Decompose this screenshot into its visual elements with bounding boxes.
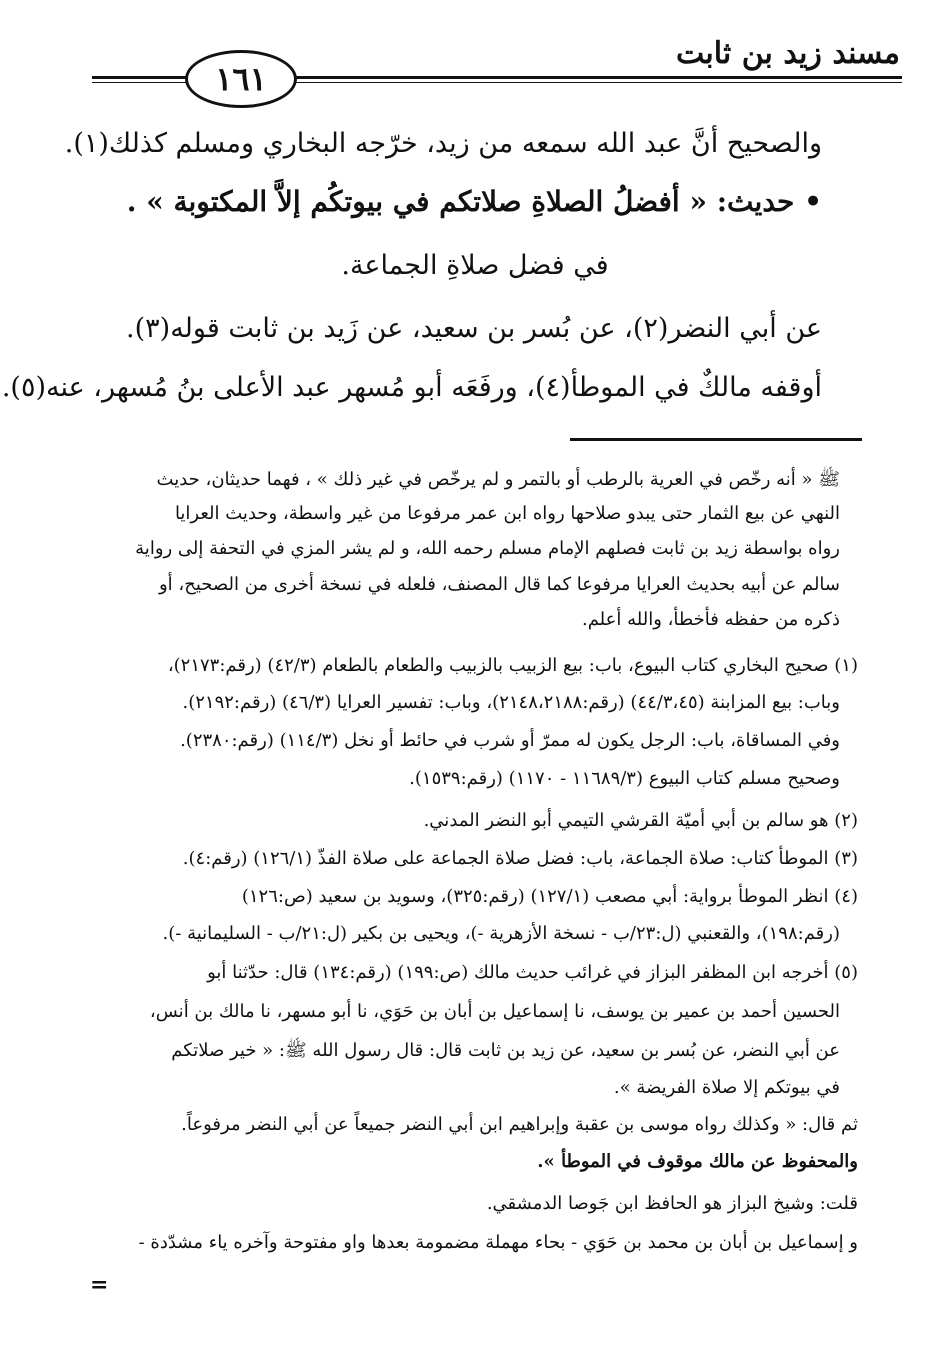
- footnote-ismail: و إسماعيل بن أبان بن محمد بن حَوَي - بحاء مهملة مضمومة بعدها واو مفتوحة وآخره ياء مشدّدة -: [138, 1232, 858, 1253]
- continuation-mark: =: [90, 1272, 109, 1298]
- chapter-heading: في فضل صلاةِ الجماعة.: [341, 250, 609, 281]
- bullet-icon: •: [804, 185, 822, 218]
- footnote-2: (٢) هو سالم بن أبي أميّة القرشي التيمي أبو النضر المدني.: [423, 810, 858, 831]
- footnote-carry-line: ﷺ « أنه رخّص في العرية بالرطب أو بالتمر و لم يرخّص في غير ذلك » ، فهما حديثان، حديث: [156, 469, 840, 490]
- footnote-5-line: في بيوتكم إلا صلاة الفريضة ».: [613, 1077, 840, 1098]
- footnote-3: (٣) الموطأ كتاب: صلاة الجماعة، باب: فضل صلاة الجماعة على صلاة الفذّ (١٢٦/١) (رقم:٤).: [182, 848, 858, 869]
- footnote-carry-line: رواه بواسطة زيد بن ثابت فصلهم الإمام مسلم رحمه الله، و لم يشر المزي في التحفة إلى رواية: [135, 538, 840, 559]
- footnote-1-line: وفي المساقاة، باب: الرجل يكون له ممرّ أو شرب في حائط أو نخل (١١٤/٣) (رقم:٢٣٨٠).: [180, 730, 840, 751]
- footnote-carry-line: النهي عن بيع الثمار حتى يبدو صلاحها رواه ابن عمر مرفوعا من غير واسطة، وحديث العرايا: [174, 503, 840, 524]
- hadith-line: [122, 185, 822, 218]
- footnote-1-line: وصحيح مسلم كتاب البيوع (١١٦٨٩/٣ - ١١٧٠) (رقم:١٥٣٩).: [409, 768, 840, 789]
- footnote-5-line: (٥) أخرجه ابن المظفر البزاز في غرائب حديث مالك (ص:١٩٩) (رقم:١٣٤) قال: حدّثنا أبو: [207, 962, 858, 983]
- main-line-4: عن أبي النضر(٢)، عن بُسر بن سعيد، عن زَيد بن ثابت قوله(٣).: [126, 313, 822, 344]
- footnote-qultu: قلت: وشيخ البزاز هو الحافظ ابن جَوصا الدمشقي.: [486, 1193, 858, 1214]
- footnote-then-said: والمحفوظ عن مالك موقوف في الموطأ ».: [537, 1151, 858, 1172]
- footnote-1-line: وباب: بيع المزابنة (٤٤/٣،٤٥) (رقم:٢١٤٨،٢١٨٨)، وباب: تفسير العرايا (٤٦/٣) (رقم:٢١٩٢).: [182, 692, 840, 713]
- footnote-carry-line: ذكره من حفظه فأخطأ، والله أعلم.: [581, 609, 840, 630]
- footnote-then-said: ثم قال: « وكذلك رواه موسى بن عقبة وإبراهيم ابن أبي النضر جميعاً عن أبي النضر مرفوعاً.: [181, 1114, 858, 1135]
- book-title: مسند زيد بن ثابت: [675, 36, 900, 71]
- page-number: ١٦١: [215, 60, 267, 98]
- footnote-1-line: (١) صحيح البخاري كتاب البيوع، باب: بيع الزبيب بالزبيب والطعام بالطعام (٤٢/٣) (رقم:٢١٧٣)،: [167, 655, 858, 676]
- footnote-5-line: عن أبي النضر، عن بُسر بن سعيد، عن زيد بن ثابت قال: قال رسول الله ﷺ: « خير صلاتكم: [171, 1040, 840, 1061]
- hadith-label: حديث:: [716, 185, 795, 218]
- footnote-4-line: (رقم:١٩٨)، والقعنبي (ل:٢٣/ب - نسخة الأزهرية -)، ويحيى بن بكير (ل:٢١/ب - السليمانية -).: [162, 923, 840, 944]
- footnote-5-line: الحسين أحمد بن عمير بن يوسف، نا إسماعيل بن أبان بن حَوَي، نا أبو مسهر، نا مالك بن أنس،: [149, 1001, 840, 1022]
- main-line-5: أوقفه مالكٌ في الموطأ(٤)، ورفَعَه أبو مُسهر عبد الأعلى بنُ مُسهر، عنه(٥).: [1, 372, 822, 403]
- page-number-badge: [185, 50, 297, 108]
- footnote-carry-line: سالم عن أبيه بحديث العرايا مرفوعا كما قال المصنف، فلعله في نسخة أخرى من الصحيح، أو: [158, 574, 840, 595]
- footnote-4-line: (٤) انظر الموطأ برواية: أبي مصعب (١٢٧/١) (رقم:٣٢٥)، وسويد بن سعيد (ص:١٢٦): [241, 886, 858, 907]
- hadith-text: « أفضلُ الصلاةِ صلاتكم في بيوتكُم إلاَّ المكتوبة » .: [126, 185, 707, 218]
- footnote-divider: [570, 438, 862, 441]
- main-line-1: والصحيح أنَّ عبد الله سمعه من زيد، خرّجه البخاري ومسلم كذلك(١).: [64, 128, 822, 159]
